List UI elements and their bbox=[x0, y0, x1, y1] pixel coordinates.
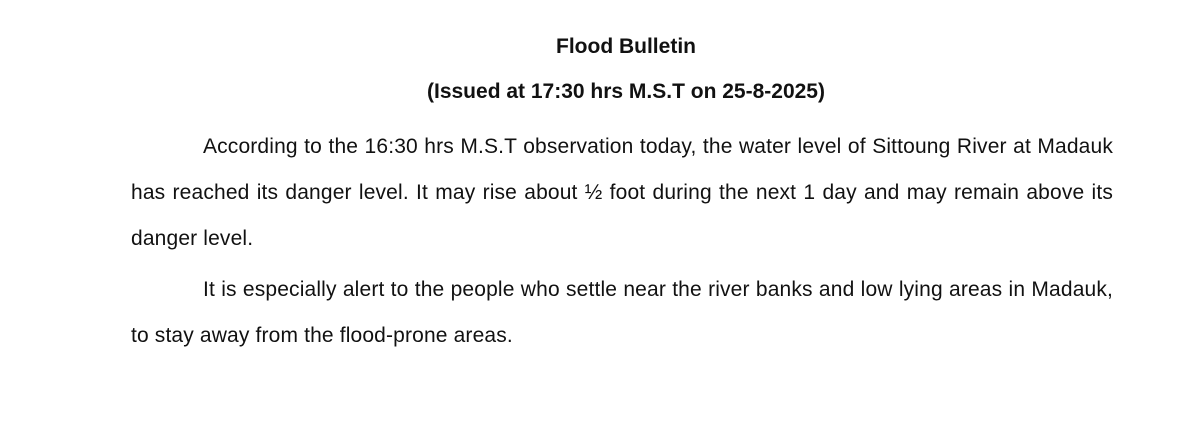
bulletin-title: Flood Bulletin bbox=[556, 35, 696, 58]
issued-timestamp: (Issued at 17:30 hrs M.S.T on 25-8-2025) bbox=[427, 80, 825, 103]
observation-paragraph: According to the 16:30 hrs M.S.T observation today, the water level of Sittoung River at Madauk has reached its danger level. It may rise about ½ foot during the next 1 day and may remain above its danger level. bbox=[131, 135, 1113, 250]
alert-paragraph: It is especially alert to the people who settle near the river banks and low lying areas in Madauk, to stay away from the flood-prone areas. bbox=[131, 278, 1113, 347]
